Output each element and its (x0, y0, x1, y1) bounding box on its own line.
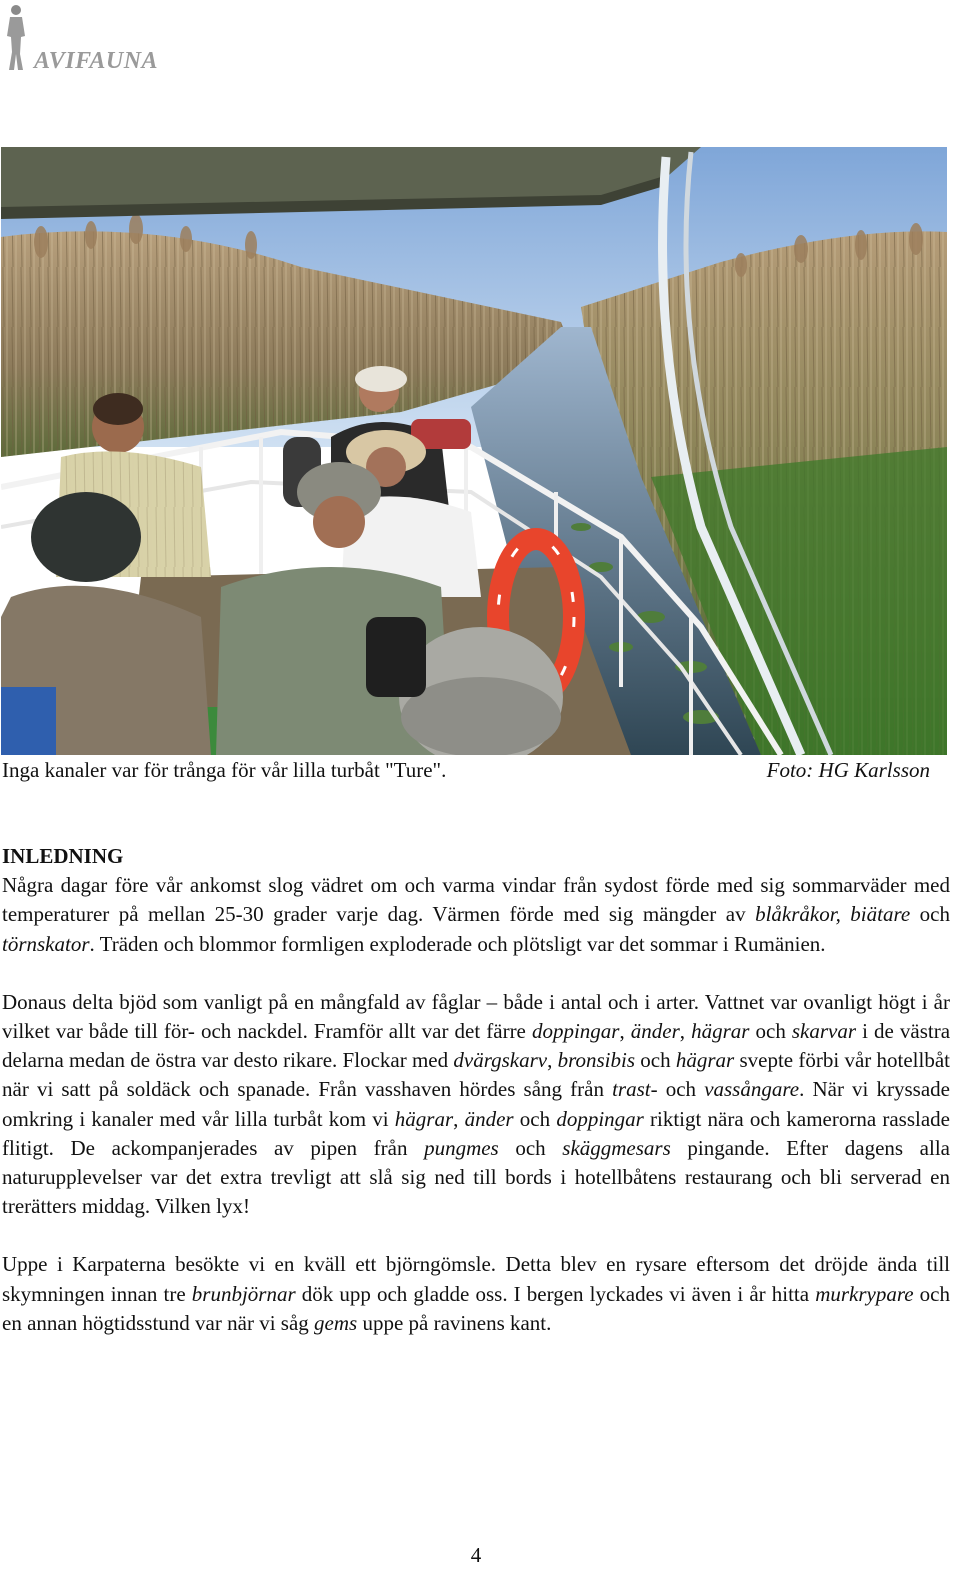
text-run: och (657, 1077, 705, 1102)
text-run: svepte förbi vår hotellbåt när vi satt på soldäck och spanade. Från vasshaven hördes sång från (2, 1048, 951, 1102)
article-body (2, 842, 950, 1338)
species-name: doppingar (556, 1106, 644, 1131)
text-run: och (498, 1135, 563, 1160)
species-name: blåkråkor, biätare (755, 902, 911, 927)
text-run: Några dagar före vår ankomst slog vädret om och varma vindar från sydost förde med sig sommarväder med temperaturer på mellan 25-30 grader varje dag. Värmen förde med sig mängder av (2, 873, 950, 927)
text-run: . Träden och blommor formligen exploderade och plötsligt var det sommar i Rumänien. (89, 931, 826, 956)
photo-illustration (1, 147, 947, 755)
text-run: , (619, 1019, 631, 1044)
species-name: änder (630, 1019, 680, 1044)
boat-reeds-photo (1, 147, 947, 755)
text-run: , (453, 1106, 465, 1131)
species-name: trast- (612, 1077, 658, 1102)
paragraph-carpathians (2, 1250, 950, 1338)
section-heading: INLEDNING (2, 844, 124, 868)
text-run: riktigt nära och kamerorna rasslade flitigt. De ackompanjerades av pipen från (2, 1106, 950, 1160)
logo-text: AVIFAUNA (34, 48, 159, 74)
page-number: 4 (470, 1543, 482, 1567)
text-run: i de västra delarna medan de östra var desto rikare. Flockar med (2, 1019, 951, 1073)
species-name: dvärgskarv (453, 1048, 548, 1073)
caption-text: Inga kanaler var för trånga för vår lilla turbåt "Ture". (2, 758, 447, 782)
photo-caption (2, 758, 930, 786)
text-run: pingande. Efter dagens alla naturupplevelser var det extra trevligt att slå sig ned till bords i hotellbåtens restaurang och bli serverad en trerätters middag. Vilken lyx! (2, 1135, 950, 1219)
species-name: änder (464, 1106, 514, 1131)
species-name: skäggmesars (562, 1135, 671, 1160)
avifauna-logo (4, 4, 184, 76)
text-run: . När vi kryssade omkring i kanaler med vår lilla turbåt kom vi (2, 1077, 950, 1131)
text-run: dök upp och gladde oss. I bergen lyckades vi även i år hitta (295, 1281, 816, 1306)
text-run: och (910, 902, 950, 927)
species-name: doppingar (531, 1019, 620, 1044)
species-name: bronsibis (557, 1048, 636, 1073)
text-run: och (635, 1048, 676, 1073)
species-name: törnskator (2, 931, 90, 956)
species-name: hägrar (675, 1048, 735, 1073)
text-run: och (513, 1106, 557, 1131)
species-name: pungmes (424, 1135, 499, 1160)
species-name: hägrar (691, 1019, 750, 1044)
text-run: , (547, 1048, 558, 1073)
text-run: Uppe i Karpaterna besökte vi en kväll ett björngömsle. Detta blev en rysare eftersom det dröjde ända till skymningen innan tre (2, 1252, 950, 1306)
text-run: uppe på ravinens kant. (357, 1310, 552, 1335)
species-name: hägrar (394, 1106, 454, 1131)
person-silhouette-icon (4, 4, 32, 74)
photo-credit: Foto: HG Karlsson (766, 758, 930, 782)
species-name: brunbjörnar (191, 1281, 296, 1306)
species-name: murkrypare (815, 1281, 914, 1306)
species-name: skarvar (791, 1019, 857, 1044)
paragraph-intro (2, 871, 950, 959)
species-name: gems (314, 1310, 358, 1335)
text-run: och en annan högtidsstund var när vi såg (2, 1281, 951, 1335)
text-run: , (679, 1019, 692, 1044)
text-run: Donaus delta bjöd som vanligt på en mångfald av fåglar – både i antal och i arter. Vattnet var ovanligt högt i år vilket var både till för- och nackdel. Framför allt var det färre (2, 989, 950, 1044)
paragraph-delta (2, 988, 950, 1222)
text-run: och (749, 1019, 792, 1044)
species-name: vassångare (704, 1077, 800, 1102)
